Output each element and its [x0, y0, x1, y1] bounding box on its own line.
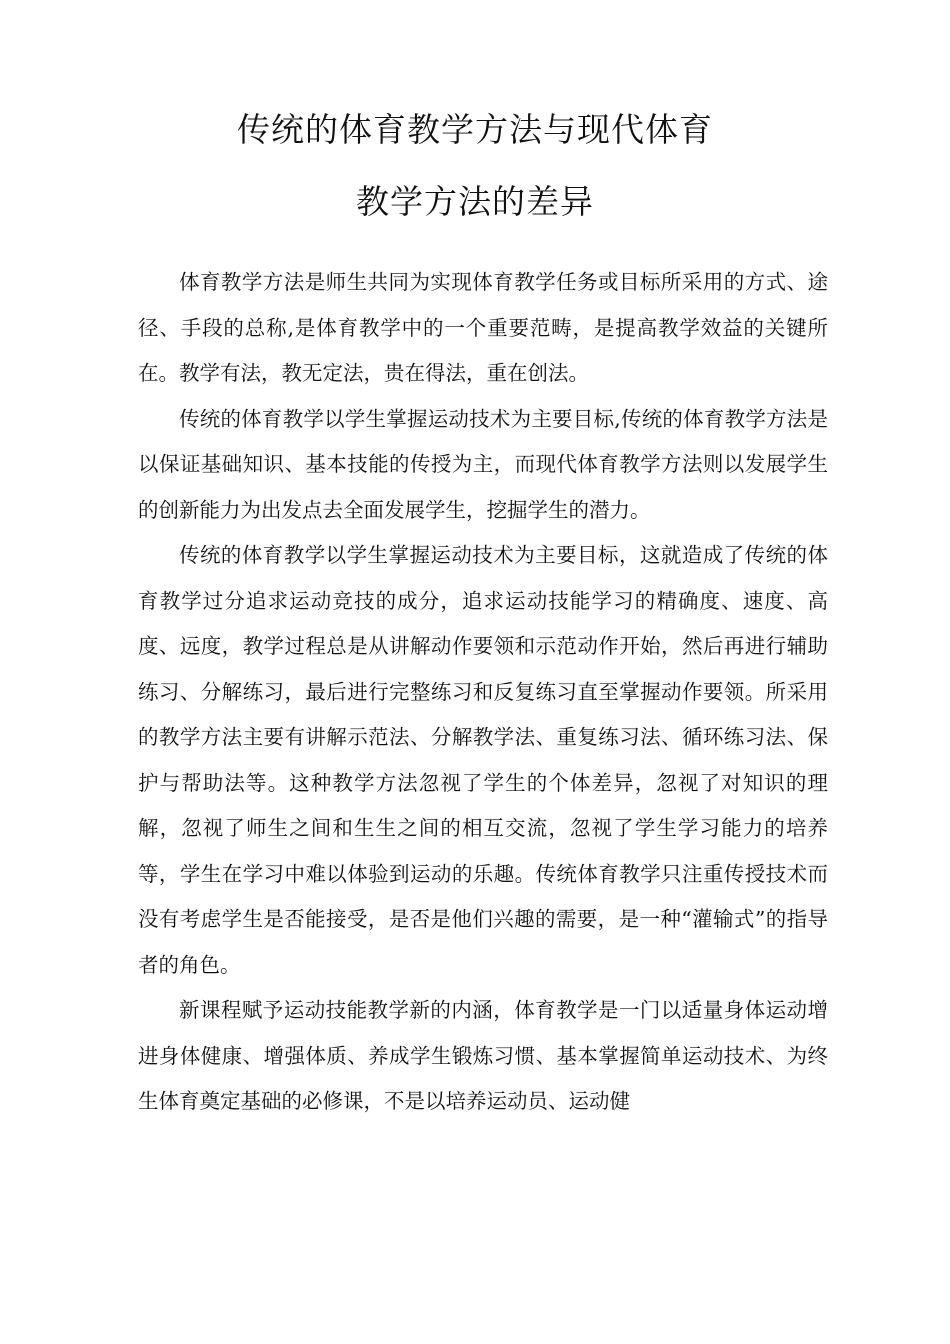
paragraph-3: 传统的体育教学以学生掌握运动技术为主要目标，这就造成了传统的体育教学过分追求运动竞技的成分，追求运动技能学习的精确度、速度、高度、远度，教学过程总是从讲解动作要领和示范动作开始，然后再进行辅助练习、分解练习，最后进行完整练习和反复练习直至掌握动作要领。所采用的教学方法主要有讲解示范法、分解教学法、重复练习法、循环练习法、保护与帮助法等。这种教学方法忽视了学生的个体差异，忽视了对知识的理解，忽视了师生之间和生生之间的相互交流，忽视了学生学习能力的培养等，学生在学习中难以体验到运动的乐趣。传统体育教学只注重传授技术而没有考虑学生是否能接受，是否是他们兴趣的需要，是一种“灌输式”的指导者的角色。	[138, 543, 828, 977]
paragraph-2: 传统的体育教学以学生掌握运动技术为主要目标,传统的体育教学方法是以保证基础知识、基本技能的传授为主，而现代体育教学方法则以发展学生的创新能力为出发点去全面发展学生，挖掘学生的潜力。	[138, 406, 828, 522]
paragraph-4: 新课程赋予运动技能教学新的内涵，体育教学是一门以适量身体运动增进身体健康、增强体质、养成学生锻炼习惯、基本掌握简单运动技术、为终生体育奠定基础的必修课，不是以培养运动员、运动健	[138, 998, 828, 1113]
paragraph-1: 体育教学方法是师生共同为实现体育教学任务或目标所采用的方式、途径、手段的总称,是体育教学中的一个重要范畴，是提高教学效益的关键所在。教学有法，教无定法，贵在得法，重在创法。	[138, 270, 828, 385]
document-title-line-2: 教学方法的差异	[356, 182, 594, 221]
document-title-line-1: 传统的体育教学方法与现代体育	[237, 110, 713, 149]
document-body	[138, 260, 828, 1125]
